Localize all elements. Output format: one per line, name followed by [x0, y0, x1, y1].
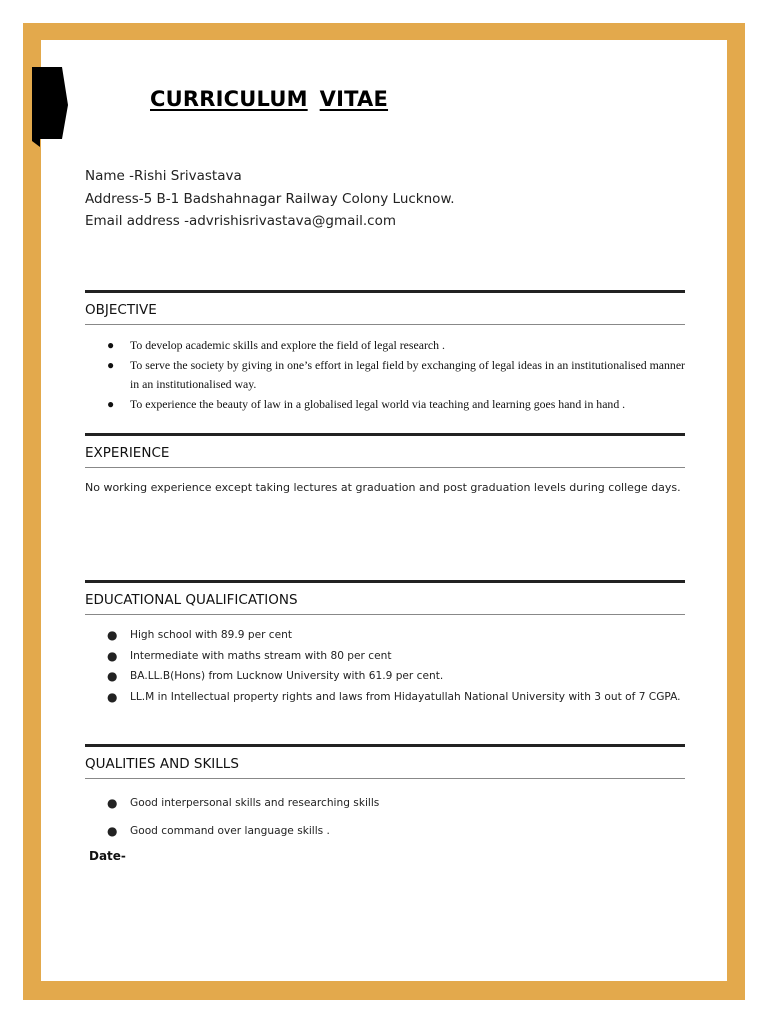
bullet-icon: ● — [107, 628, 118, 642]
title-word-1: CURRICULUM — [150, 87, 308, 111]
date-label: Date- — [89, 849, 126, 863]
bullet-icon: ● — [107, 396, 115, 411]
education-section — [85, 580, 685, 707]
experience-heading: EXPERIENCE — [85, 445, 170, 461]
list-item: ● High school with 89.9 per cent — [85, 625, 685, 646]
list-item: ● To experience the beauty of law in a globalised legal world via teaching and learning goes hand in hand . — [85, 395, 685, 415]
contact-name: Name -Rishi Srivastava — [85, 168, 242, 184]
list-item: ● Good command over language skills . — [85, 817, 685, 845]
skills-list — [85, 789, 685, 845]
experience-text: No working experience except taking lectures at graduation and post graduation levels during college days. — [85, 481, 681, 494]
bullet-icon: ● — [107, 689, 118, 704]
contact-email: Email address -advrishisrivastava@gmail.com — [85, 213, 396, 229]
contact-address: Address-5 B-1 Badshahnagar Railway Colony Lucknow. — [85, 190, 455, 207]
objective-section — [85, 290, 685, 414]
bullet-icon: ● — [107, 796, 118, 810]
bullet-icon: ● — [107, 357, 115, 372]
list-item: ● LL.M in Intellectual property rights and laws from Hidayatullah National University with 3 out of 7 CGPA. — [85, 687, 685, 708]
section-rule-bottom — [85, 467, 685, 468]
education-heading: EDUCATIONAL QUALIFICATIONS — [85, 592, 298, 608]
experience-section — [85, 433, 685, 468]
bullet-icon: ● — [107, 648, 118, 663]
bullet-icon: ● — [107, 338, 115, 352]
page-title — [150, 87, 388, 111]
objective-list — [85, 336, 685, 414]
list-item: ● To develop academic skills and explore the field of legal research . — [85, 336, 685, 356]
section-rule-bottom — [85, 324, 685, 325]
skills-heading: QUALITIES AND SKILLS — [85, 756, 239, 772]
contact-block — [85, 165, 455, 233]
skills-section — [85, 744, 685, 845]
education-list — [85, 625, 685, 707]
list-item: ● Good interpersonal skills and researching skills — [85, 789, 685, 817]
bullet-icon: ● — [107, 669, 118, 683]
bullet-icon: ● — [107, 824, 118, 838]
list-item: ● BA.LL.B(Hons) from Lucknow University with 61.9 per cent. — [85, 666, 685, 687]
list-item: ● To serve the society by giving in one’s effort in legal field by exchanging of legal ideas in an institutionalised manner in an institutionalised way. — [107, 357, 685, 391]
list-item: ● Intermediate with maths stream with 80 per cent — [85, 646, 685, 667]
section-rule-bottom — [85, 778, 685, 779]
bookmark-tab-icon — [32, 67, 68, 147]
objective-heading: OBJECTIVE — [85, 302, 157, 318]
section-rule-bottom — [85, 614, 685, 615]
title-word-2: VITAE — [319, 87, 389, 111]
